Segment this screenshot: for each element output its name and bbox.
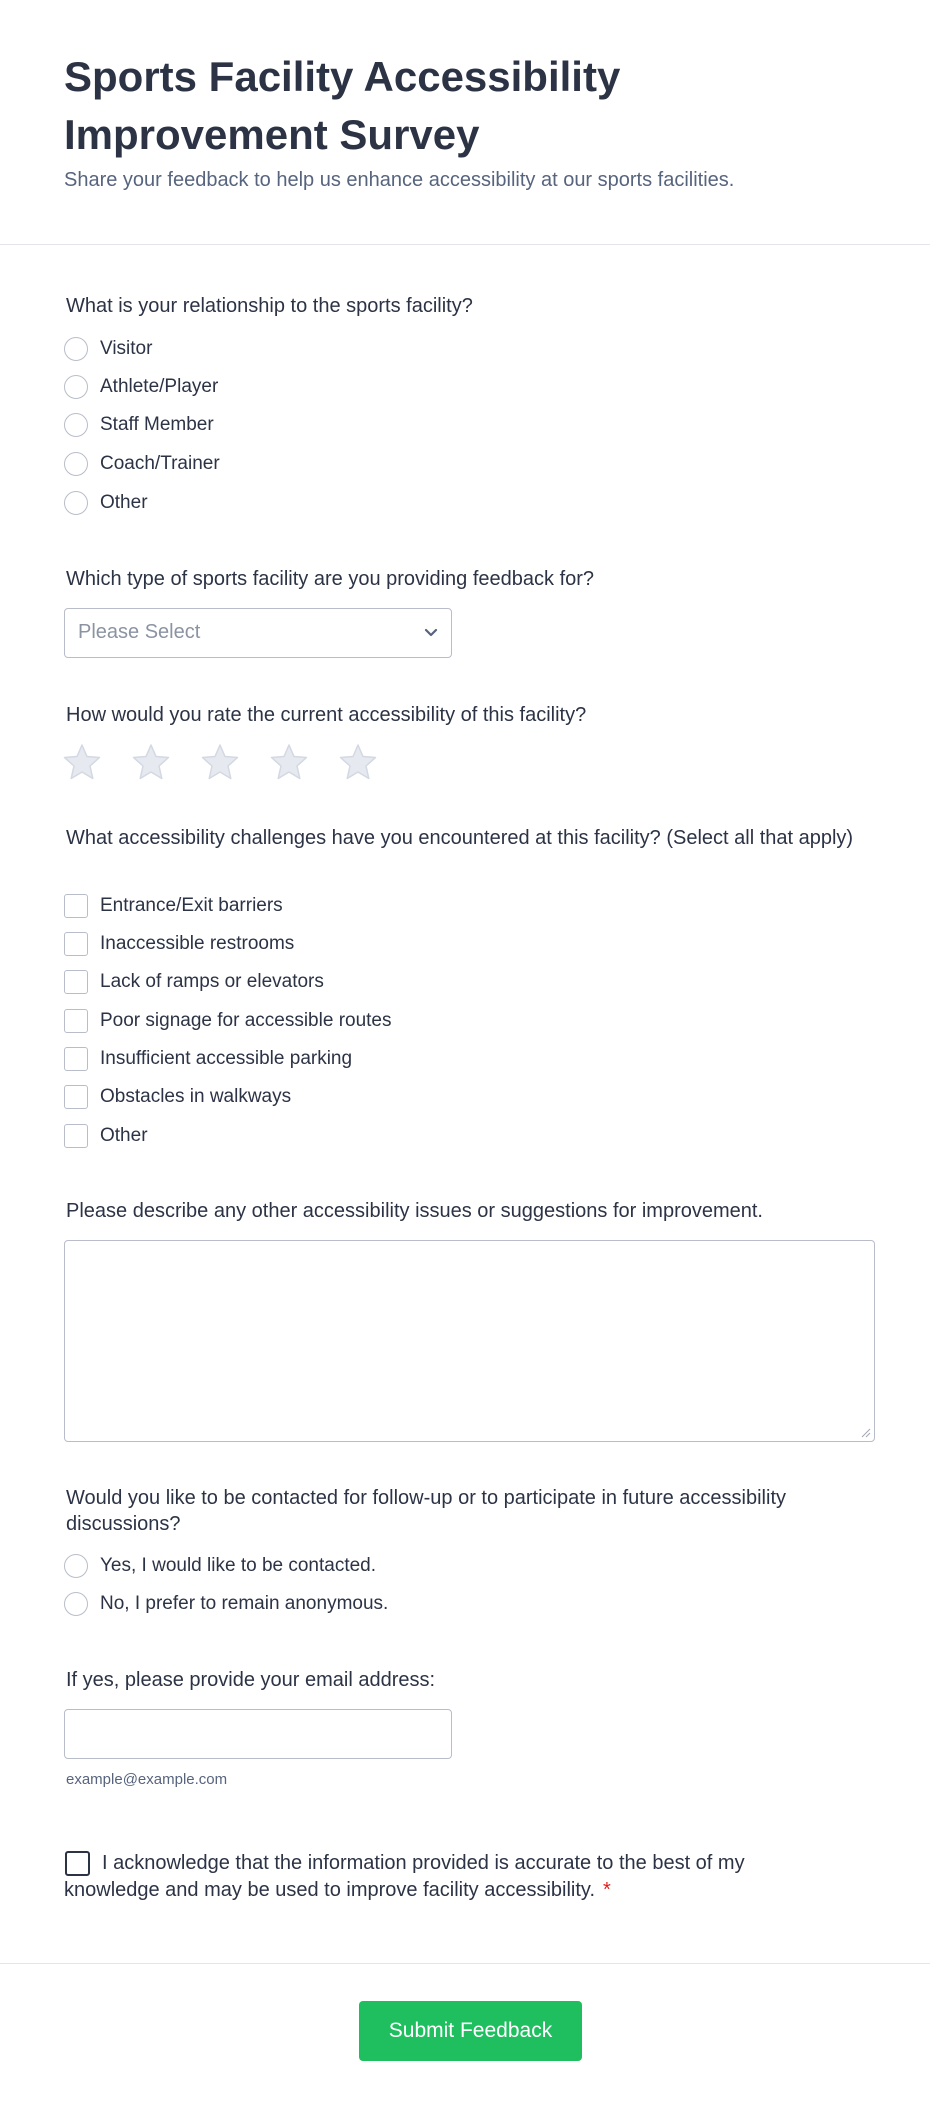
checkbox[interactable]	[64, 1009, 88, 1033]
challenges-question-label: What accessibility challenges have you encountered at this facility? (Select all that apply)	[66, 827, 854, 849]
option-label: Coach/Trainer	[100, 453, 220, 474]
describe-question-label: Please describe any other accessibility issues or suggestions for improvement.	[66, 1200, 763, 1222]
required-mark: *	[603, 1879, 611, 1901]
challenge-option-parking[interactable]	[64, 1045, 352, 1073]
option-label: Yes, I would like to be contacted.	[100, 1555, 377, 1576]
challenge-option-restrooms[interactable]	[64, 930, 294, 958]
contact-question-label: Would you like to be contacted for follow-up or to participate in future accessibility discussions?	[66, 1487, 786, 1535]
challenge-option-entrance[interactable]	[64, 892, 283, 920]
relationship-option-visitor[interactable]	[64, 335, 152, 363]
star-icon-4[interactable]	[269, 742, 309, 782]
option-label: Lack of ramps or elevators	[100, 971, 324, 992]
star-icon-3[interactable]	[200, 742, 240, 782]
acknowledgement-text: I acknowledge that the information provided is accurate to the best of my knowledge and may be used to improve facility accessibility.	[64, 1852, 745, 1901]
star-icon-1[interactable]	[62, 742, 102, 782]
checkbox[interactable]	[64, 932, 88, 956]
resize-handle-icon[interactable]	[861, 1428, 871, 1438]
relationship-question-label: What is your relationship to the sports facility?	[66, 295, 473, 317]
radio-button[interactable]	[64, 452, 88, 476]
relationship-option-coach[interactable]	[64, 450, 220, 478]
form-subtitle: Share your feedback to help us enhance accessibility at our sports facilities.	[64, 169, 735, 191]
acknowledgement-label	[64, 1850, 784, 1904]
submit-button[interactable]: Submit Feedback	[359, 2001, 582, 2061]
relationship-option-other[interactable]	[64, 489, 148, 517]
suggestions-textarea[interactable]	[64, 1240, 875, 1442]
acknowledgement-checkbox[interactable]	[65, 1851, 90, 1876]
form-header	[0, 0, 930, 245]
radio-button[interactable]	[64, 491, 88, 515]
option-label: Inaccessible restrooms	[100, 933, 295, 954]
contact-option-yes[interactable]	[64, 1552, 376, 1580]
option-label: Visitor	[100, 338, 153, 359]
radio-button[interactable]	[64, 1554, 88, 1578]
option-label: Insufficient accessible parking	[100, 1048, 353, 1069]
radio-button[interactable]	[64, 1592, 88, 1616]
rating-question-label: How would you rate the current accessibility of this facility?	[66, 704, 587, 726]
checkbox[interactable]	[64, 1047, 88, 1071]
checkbox[interactable]	[64, 970, 88, 994]
radio-button[interactable]	[64, 413, 88, 437]
relationship-option-athlete[interactable]	[64, 373, 218, 401]
option-label: Staff Member	[100, 414, 214, 435]
relationship-option-staff[interactable]	[64, 411, 214, 439]
challenge-option-other[interactable]	[64, 1122, 148, 1150]
challenge-option-ramps[interactable]	[64, 968, 324, 996]
form-title: Sports Facility Accessibility Improvement Survey	[64, 53, 621, 158]
checkbox[interactable]	[64, 1124, 88, 1148]
facility-type-question-label: Which type of sports facility are you providing feedback for?	[66, 568, 595, 590]
contact-option-no[interactable]	[64, 1590, 388, 1618]
checkbox[interactable]	[64, 1085, 88, 1109]
checkbox[interactable]	[64, 894, 88, 918]
email-sublabel: example@example.com	[66, 1771, 228, 1788]
footer-divider	[0, 1963, 930, 1964]
option-label: Athlete/Player	[100, 376, 219, 397]
option-label: Entrance/Exit barriers	[100, 895, 283, 916]
facility-type-select[interactable]	[64, 608, 452, 658]
option-label: Poor signage for accessible routes	[100, 1010, 392, 1031]
chevron-down-icon	[423, 627, 439, 639]
email-question-label: If yes, please provide your email address:	[66, 1669, 436, 1691]
select-placeholder: Please Select	[78, 621, 201, 643]
email-field[interactable]	[64, 1709, 452, 1759]
challenge-option-signage[interactable]	[64, 1007, 392, 1035]
star-icon-2[interactable]	[131, 742, 171, 782]
option-label: No, I prefer to remain anonymous.	[100, 1593, 389, 1614]
option-label: Other	[100, 1125, 148, 1146]
option-label: Other	[100, 492, 148, 513]
radio-button[interactable]	[64, 337, 88, 361]
star-icon-5[interactable]	[338, 742, 378, 782]
radio-button[interactable]	[64, 375, 88, 399]
challenge-option-walkways[interactable]	[64, 1083, 291, 1111]
option-label: Obstacles in walkways	[100, 1086, 292, 1107]
